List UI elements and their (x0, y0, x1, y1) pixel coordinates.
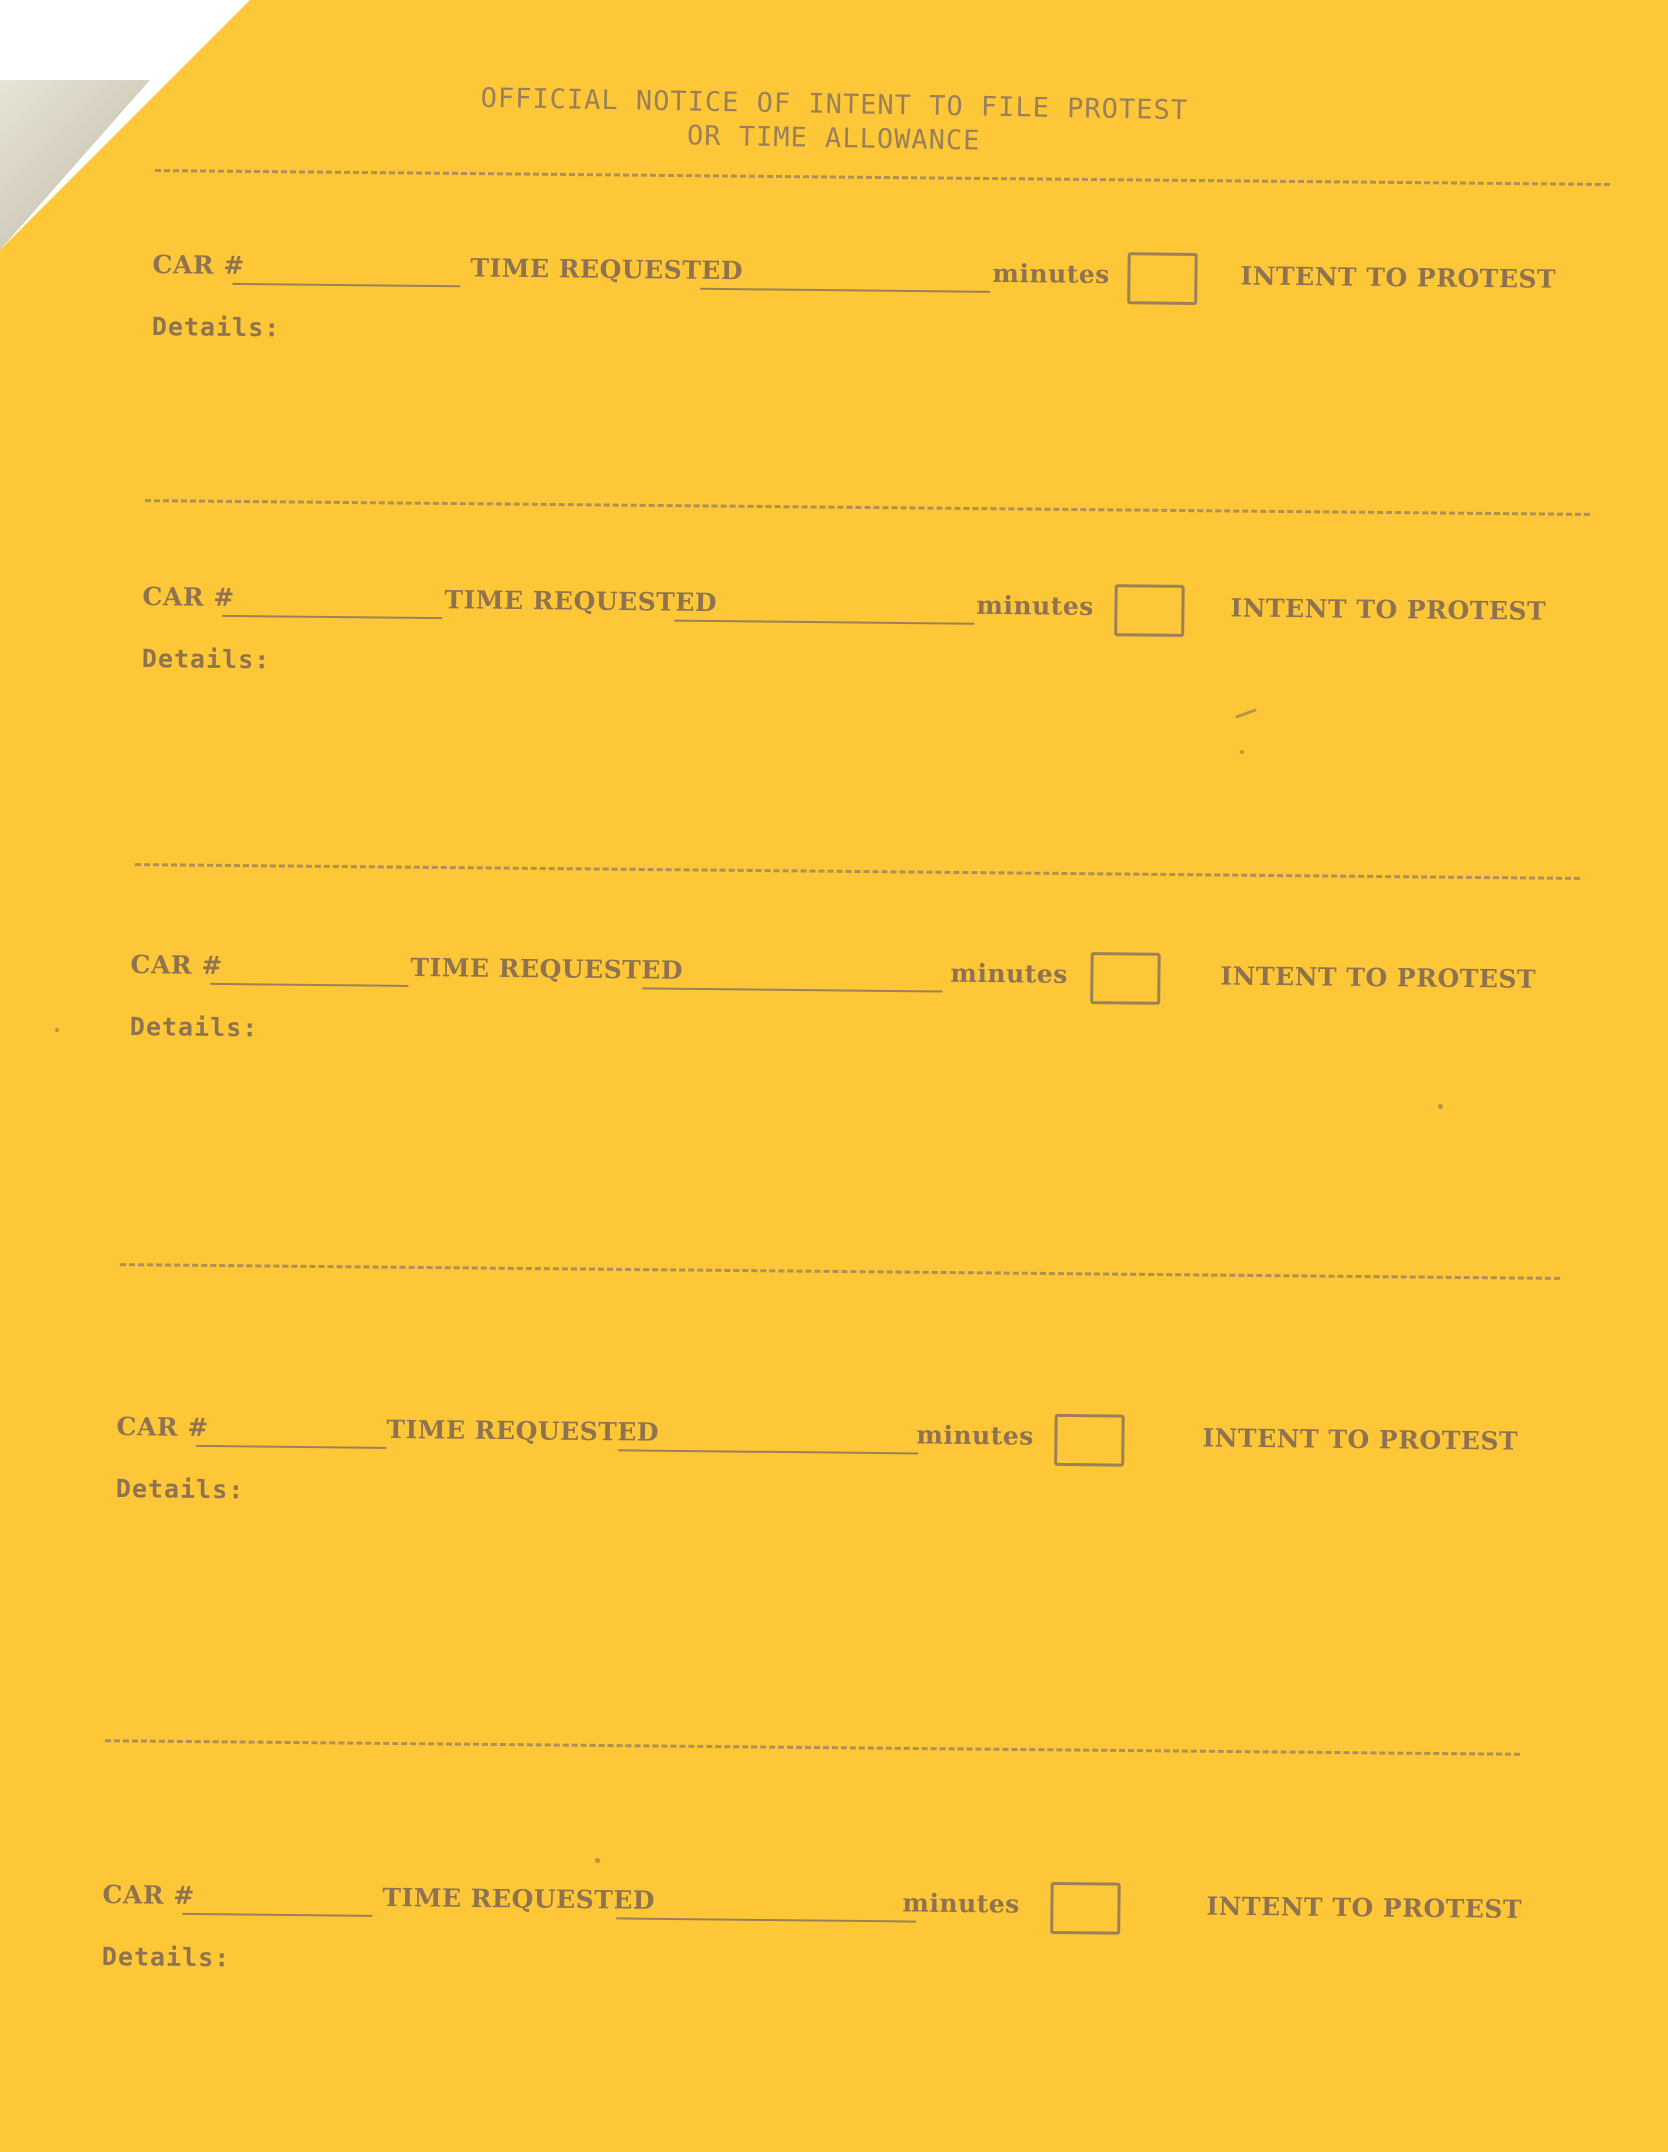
time-requested-label: TIME REQUESTED (470, 253, 744, 286)
separator-line (145, 499, 1590, 516)
request-entry (129, 950, 1650, 1086)
car-number-field[interactable] (210, 983, 408, 987)
minutes-label: minutes (950, 958, 1068, 989)
car-number-field[interactable] (222, 615, 442, 619)
time-requested-field[interactable] (674, 620, 974, 625)
time-requested-field[interactable] (642, 987, 942, 992)
intent-to-protest-label: INTENT TO PROTEST (1206, 1891, 1523, 1924)
paper-speck (55, 1028, 59, 1032)
car-number-label: CAR # (142, 582, 235, 613)
title-line-1: OFFICIAL NOTICE OF INTENT TO FILE PROTEST (480, 82, 1189, 127)
car-number-field[interactable] (232, 283, 460, 287)
details-label: Details: (151, 312, 281, 343)
intent-to-protest-checkbox[interactable] (1090, 952, 1161, 1005)
car-number-label: CAR # (102, 1880, 195, 1911)
time-requested-field[interactable] (700, 288, 990, 293)
minutes-label: minutes (916, 1420, 1034, 1451)
request-entry (101, 1880, 1622, 2016)
intent-to-protest-checkbox[interactable] (1127, 252, 1198, 305)
time-requested-label: TIME REQUESTED (444, 585, 718, 618)
request-entry (151, 250, 1668, 386)
form-title (0, 73, 1668, 170)
request-entry (141, 582, 1662, 718)
intent-to-protest-label: INTENT TO PROTEST (1220, 961, 1537, 994)
intent-to-protest-label: INTENT TO PROTEST (1202, 1423, 1519, 1456)
title-line-2: OR TIME ALLOWANCE (686, 120, 981, 157)
details-label: Details: (115, 1474, 245, 1505)
minutes-label: minutes (992, 258, 1110, 290)
paper-speck (1240, 750, 1244, 754)
separator-line (155, 169, 1610, 186)
time-requested-label: TIME REQUESTED (386, 1414, 660, 1447)
car-number-label: CAR # (152, 250, 245, 281)
time-requested-label: TIME REQUESTED (382, 1882, 656, 1915)
intent-to-protest-label: INTENT TO PROTEST (1230, 593, 1547, 626)
time-requested-field[interactable] (616, 1917, 916, 1922)
paper-speck (1438, 1104, 1443, 1109)
intent-to-protest-label: INTENT TO PROTEST (1240, 261, 1557, 294)
separator-line (120, 1263, 1560, 1280)
car-number-field[interactable] (182, 1913, 372, 1917)
minutes-label: minutes (976, 590, 1094, 622)
car-number-label: CAR # (130, 950, 223, 981)
minutes-label: minutes (902, 1888, 1020, 1919)
intent-to-protest-checkbox[interactable] (1050, 1882, 1121, 1935)
intent-to-protest-checkbox[interactable] (1054, 1414, 1125, 1467)
details-label: Details: (101, 1942, 231, 1973)
time-requested-field[interactable] (618, 1449, 918, 1454)
details-label: Details: (129, 1012, 259, 1043)
request-entry (115, 1412, 1636, 1548)
car-number-field[interactable] (196, 1445, 386, 1449)
details-label: Details: (141, 644, 271, 675)
car-number-label: CAR # (116, 1412, 209, 1443)
intent-to-protest-checkbox[interactable] (1114, 584, 1185, 637)
separator-line (105, 1739, 1520, 1756)
paper-speck (595, 1858, 600, 1863)
time-requested-label: TIME REQUESTED (410, 952, 684, 985)
separator-line (135, 863, 1580, 880)
